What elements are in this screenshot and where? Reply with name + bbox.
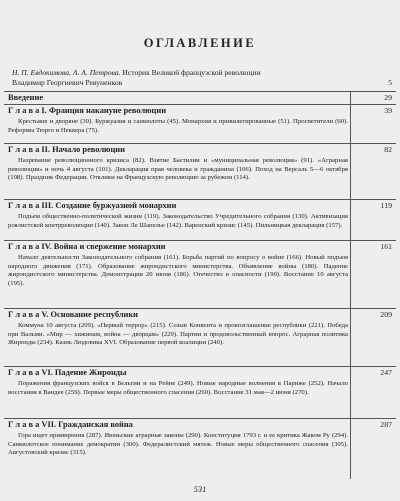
row-divider — [4, 143, 396, 144]
toc-chapter-heading: Г л а в а III. Создание буржуазной монархии — [8, 201, 177, 210]
toc-chapter-summary: Назревание революционного кризиса (82). Взятие Бастилии и «муниципальная революция» (91). «Аграрная революция» и ночь 4 августа (101). Декларация прав человека и гражданина (106). Поход на Версаль 5—6 октября (108). Праздник Федерации. Отклики на Французскую революцию за рубежом (114). — [8, 157, 348, 182]
page-folio-number: 531 — [193, 484, 207, 494]
row-divider — [4, 240, 396, 241]
toc-page-number: 82 — [384, 145, 392, 154]
intro-line-1 — [12, 68, 392, 78]
page-title: ОГЛАВЛЕНИЕ — [143, 36, 257, 50]
toc-chapter-heading: Г л а в а IV. Война и свержение монархии — [8, 242, 166, 251]
toc-chapter-summary: Крестьяне и дворяне (39). Буржуазия и санкюлоты (45). Монархия и привилегированные (51). Просветители (60). Реформы Тюрго и Неккера (75). — [8, 118, 348, 134]
toc-page-number: 161 — [380, 242, 392, 251]
toc-page-number: 287 — [380, 420, 392, 429]
intro-authors: Н. П. Евдокимова, А. А. Петрова. — [12, 68, 121, 77]
toc-chapter-heading: Г л а в а I. Франция накануне революции — [8, 106, 167, 115]
row-divider — [4, 418, 396, 419]
row-divider — [4, 104, 396, 105]
intro-subject: Владимир Георгиевич Ревуненков — [12, 77, 123, 87]
toc-chapter-heading: Г л а в а VI. Падение Жиронды — [8, 368, 127, 377]
toc-page-number: 119 — [380, 201, 392, 210]
toc-page-number: 29 — [384, 93, 392, 102]
toc-chapter-summary: Коммуна 10 августа (209). «Первый террор» (215). Созыв Конвента и провозглашение республики (221). Победа при Вальми. «Мир — хижинам, война — дворцам» (229). Партии и продовольственный вопрос. Аграрная политика Жиронды (234). Казнь Людовика XVI. Образование первой коалиции (240). — [8, 322, 348, 347]
row-divider — [4, 366, 396, 367]
row-divider — [4, 199, 396, 200]
row-divider — [4, 308, 396, 309]
intro-work: Историк Великой французской революции — [120, 68, 261, 77]
intro-line-2 — [12, 78, 392, 88]
intro-entry — [12, 68, 392, 87]
toc-page-number: 209 — [380, 310, 392, 319]
toc-heading-introduction: Введение — [8, 93, 44, 102]
page-column-rule — [350, 91, 351, 479]
toc-chapter-summary: Подъем общественно-политической жизни (119). Законодательство Учредительного собрания (130). Активизация роялистской контрреволюции (140). Закон Ле Шапелье (142). Варенский кризис (145). Пильницкая декларация (157). — [8, 213, 348, 229]
toc-chapter-summary: Начало деятельности Законодательного собрания (161). Борьба партий по вопросу о войне (166). Новый подъем народного движения (171). Образование жирондистского министерства. Объявление войны (180). Падение жирондистского министерства. Демонстрация 20 июня (186). Отечество в опасности (190). Восстание 10 августа (195). — [8, 254, 348, 287]
toc-chapter-heading: Г л а в а II. Начало революции — [8, 145, 125, 154]
toc-chapter-heading: Г л а в а V. Основание республики — [8, 310, 139, 319]
intro-page-number: 5 — [388, 77, 392, 87]
toc-chapter-heading: Г л а в а VII. Гражданская война — [8, 420, 133, 429]
toc-page-number: 247 — [380, 368, 392, 377]
toc-chapter-summary: Гора ищет примирения (287). Июньские аграрные законы (290). Конституция 1793 г. и ее критика Жаком Ру (294). Санкюлотское понимание демократии (300). Федералистский мятеж. Новые меры общественного спасения (305). Августовский кризис (315). — [8, 432, 348, 457]
toc-page-number: 39 — [384, 106, 392, 115]
toc-chapter-summary: Поражения французских войск в Бельгии и на Рейне (249). Новые народные волнения в Париже (252). Начало восстания в Вандее (259). Первые меры общественного спасения (260). Восстание 31 мая—2 июня (270). — [8, 380, 348, 396]
table-top-rule — [4, 91, 396, 92]
